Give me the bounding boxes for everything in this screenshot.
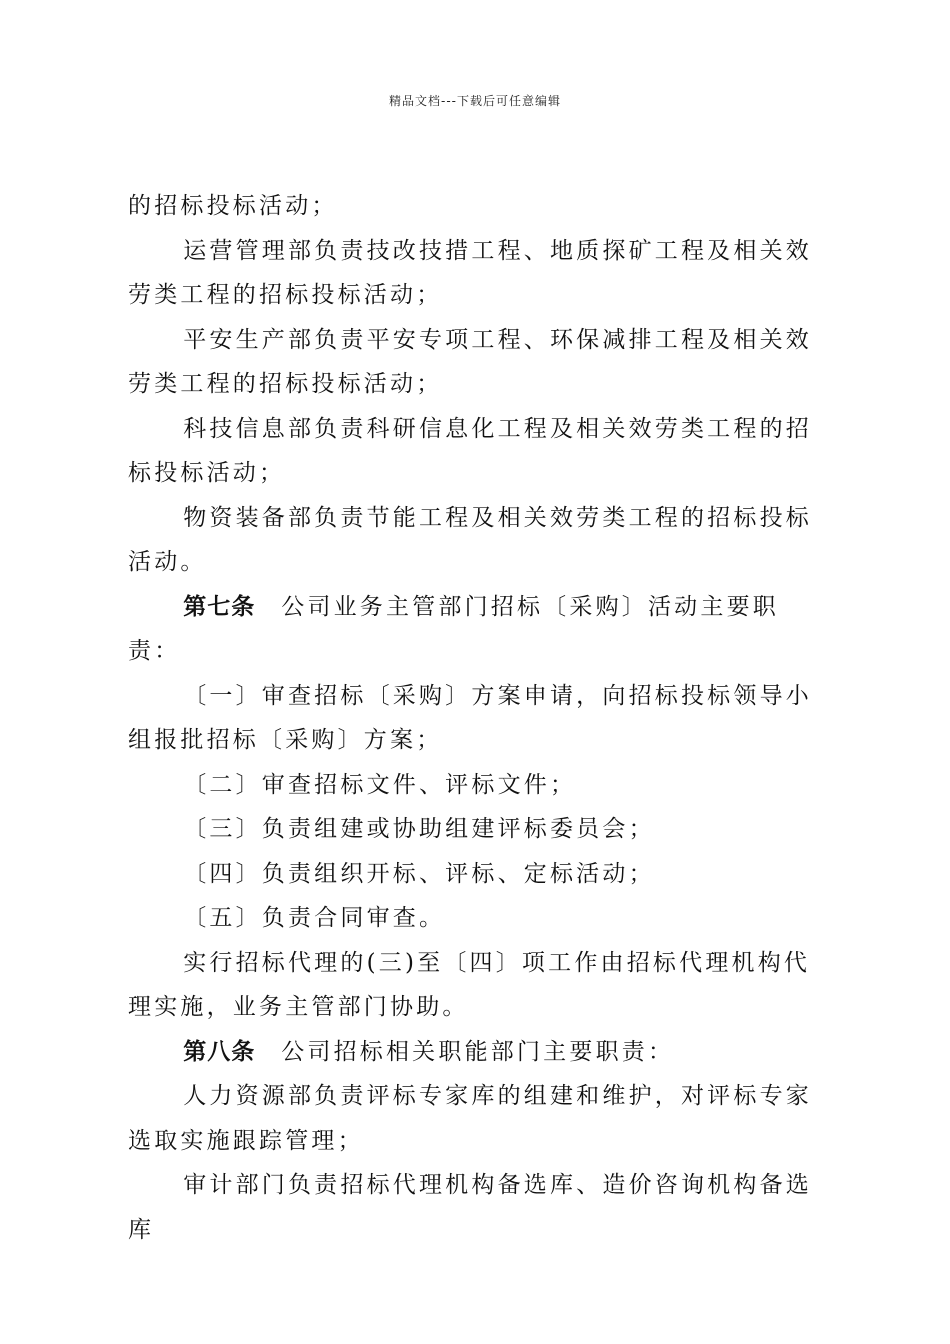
paragraph-text: 公司招标相关职能部门主要职责： [281, 1038, 675, 1065]
paragraph-text: 科技信息部负责科研信息化工程及相关效劳类工程的招标投标活动； [128, 415, 812, 486]
paragraph-text: 物资装备部负责节能工程及相关效劳类工程的招标投标活动。 [128, 504, 812, 575]
paragraph [128, 318, 822, 407]
paragraph [128, 896, 822, 941]
paragraph-text: 人力资源部负责评标专家库的组建和维护，对评标专家选取实施跟踪管理； [128, 1083, 812, 1154]
paragraph-text: 审计部门负责招标代理机构备选库、造价咨询机构备选库 [128, 1172, 812, 1243]
paragraph-text: 公司业务主管部门招标〔采购〕活动主要职责： [128, 593, 779, 664]
paragraph [128, 229, 822, 318]
paragraph-text: 运营管理部负责技改技措工程、地质探矿工程及相关效劳类工程的招标投标活动； [128, 237, 812, 308]
paragraph [128, 941, 822, 1030]
paragraph [128, 763, 822, 808]
article-paragraph [128, 585, 822, 674]
paragraph [128, 807, 822, 852]
paragraph [128, 852, 822, 897]
paragraph-text: 〔三〕负责组建或协助组建评标委员会； [183, 816, 655, 842]
article-number: 第八条 [183, 1038, 256, 1065]
paragraph-text: 的招标投标活动； [128, 193, 338, 219]
paragraph-text: 〔五〕负责合同审查。 [183, 905, 446, 931]
paragraph [128, 184, 822, 229]
page-header: 精品文档---下载后可任意编辑 [389, 94, 561, 108]
article-paragraph [128, 1030, 822, 1075]
paragraph-text: 平安生产部负责平安专项工程、环保减排工程及相关效劳类工程的招标投标活动； [128, 326, 812, 397]
document-body [128, 184, 822, 1252]
paragraph-text: 〔一〕审查招标〔采购〕方案申请，向招标投标领导小组报批招标〔采购〕方案； [128, 682, 812, 753]
paragraph-text: 〔四〕负责组织开标、评标、定标活动； [183, 860, 655, 887]
paragraph [128, 1163, 822, 1252]
paragraph-text: 实行招标代理的(三)至〔四〕项工作由招标代理机构代理实施，业务主管部门协助。 [128, 949, 811, 1020]
paragraph [128, 407, 822, 496]
paragraph [128, 496, 822, 585]
paragraph [128, 1074, 822, 1163]
paragraph [128, 674, 822, 763]
paragraph-text: 〔二〕审查招标文件、评标文件； [183, 771, 577, 798]
article-number: 第七条 [183, 593, 256, 620]
